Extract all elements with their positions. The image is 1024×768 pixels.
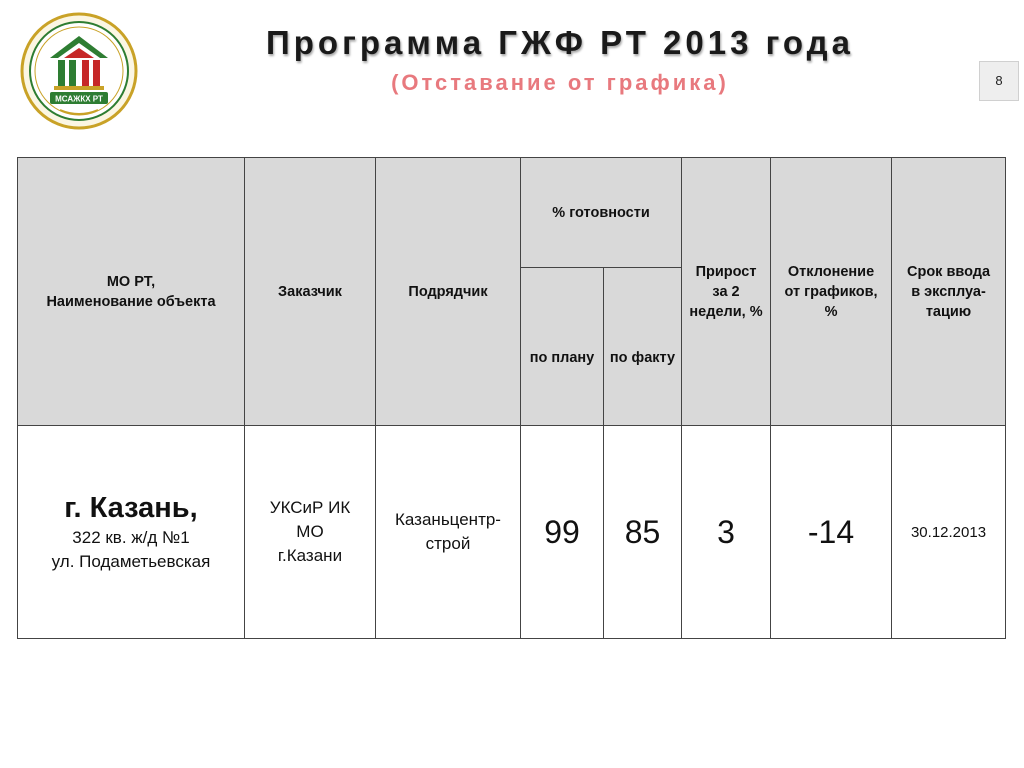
header-object-line1: МО РТ, xyxy=(106,273,156,290)
header-object-line2: Наименование объекта xyxy=(46,293,216,310)
header-readiness: % готовности xyxy=(521,158,682,268)
slide-title: Программа ГЖФ РТ 2013 года xyxy=(266,24,854,61)
object-city-suffix: , xyxy=(189,492,198,524)
header-growth-line3: недели, % xyxy=(689,303,763,320)
header-deadline xyxy=(892,158,1006,426)
customer-line2: МО xyxy=(296,522,324,541)
header-object xyxy=(18,158,245,426)
cell-fact: 85 xyxy=(604,426,682,639)
customer-line3: г.Казани xyxy=(277,546,343,565)
object-city-name: г. Казань xyxy=(64,492,190,524)
header-deviation-line1: Отклонение xyxy=(787,263,875,280)
logo-text: МСАЖКХ РТ xyxy=(55,94,103,104)
header-growth-line1: Прирост xyxy=(695,263,757,280)
object-city xyxy=(18,490,244,526)
cell-contractor xyxy=(376,426,521,639)
header-growth xyxy=(682,158,771,426)
header-contractor: Подрядчик xyxy=(376,158,521,426)
cell-deadline: 30.12.2013 xyxy=(892,426,1006,639)
header-deadline-line1: Срок ввода xyxy=(906,263,991,280)
customer-line1: УКСиР ИК xyxy=(269,498,351,517)
cell-object xyxy=(18,426,245,639)
header-plan: по плану xyxy=(521,268,604,426)
page-number-badge: 8 xyxy=(979,61,1019,101)
contractor-line1: Казаньцентр- xyxy=(395,510,501,529)
header-deadline-line3: тацию xyxy=(925,303,972,320)
header-growth-line2: за 2 xyxy=(712,283,740,300)
cell-growth: 3 xyxy=(682,426,771,639)
contractor-line2: строй xyxy=(425,534,471,553)
header-deadline-line2: в эксплуа- xyxy=(911,283,986,300)
cell-customer xyxy=(245,426,376,639)
header-customer: Заказчик xyxy=(245,158,376,426)
object-address-line2: ул. Подаметьевская xyxy=(51,552,211,571)
header-deviation-line2: от графиков, xyxy=(784,283,878,300)
header-deviation xyxy=(771,158,892,426)
slide-subtitle: (Отставание от графика) xyxy=(391,70,729,95)
cell-deviation: -14 xyxy=(771,426,892,639)
object-address-line1: 322 кв. ж/д №1 xyxy=(72,528,190,547)
schedule-table xyxy=(17,157,1006,639)
header-fact: по факту xyxy=(604,268,682,426)
table-row xyxy=(18,426,1006,639)
cell-plan: 99 xyxy=(521,426,604,639)
header-deviation-line3: % xyxy=(824,303,838,320)
ministry-logo xyxy=(20,12,138,130)
